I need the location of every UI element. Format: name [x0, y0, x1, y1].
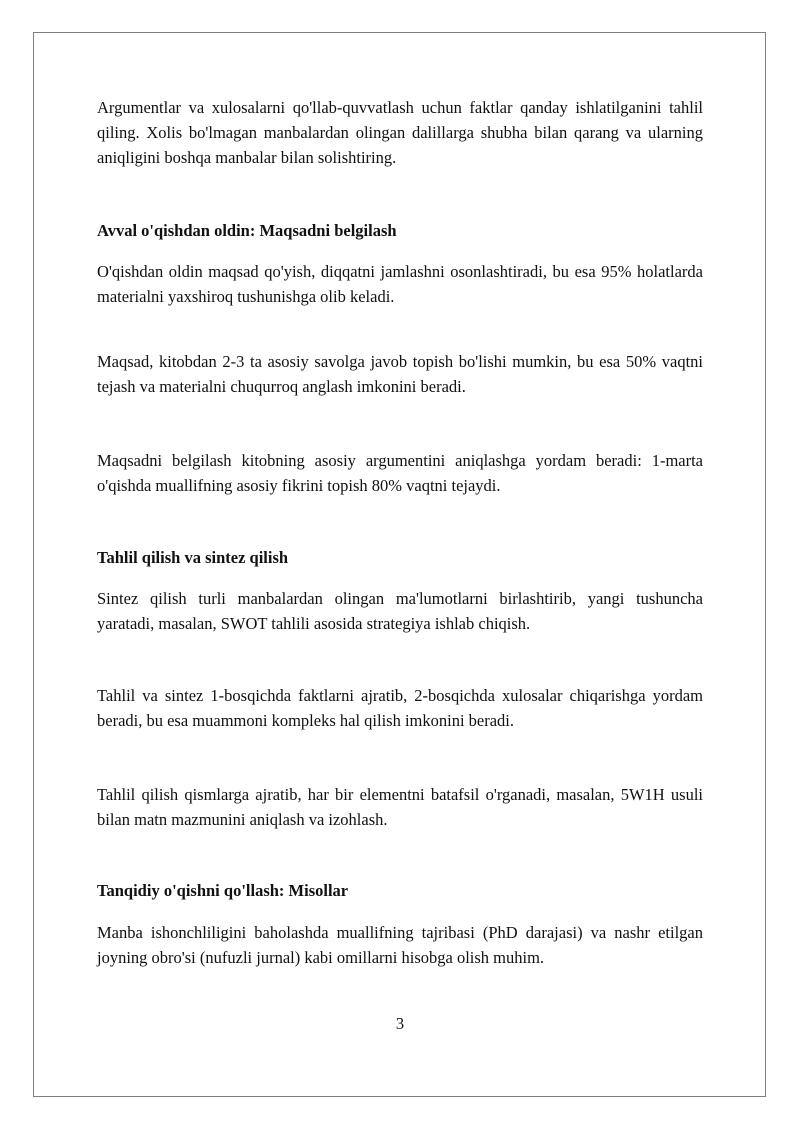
paragraph-facts-analysis: Argumentlar va xulosalarni qo'llab-quvvatlash uchun faktlar qanday ishlatilganini tahlil qiling. Xolis bo'lmagan manbalardan olingan dalillarga shubha bilan qarang va ularning aniqligini boshqa manbalar bilan solishtiring.	[97, 98, 703, 167]
paragraph-goal-argument: Maqsadni belgilash kitobning asosiy argumentini aniqlashga yordam beradi: 1-marta o'qishda muallifning asosiy fikrini topish 80% vaqtni tejaydi.	[97, 451, 703, 495]
paragraph-goal-questions: Maqsad, kitobdan 2-3 ta asosiy savolga javob topish bo'lishi mumkin, bu esa 50% vaqtni tejash va materialni chuqurroq anglash imkonini beradi.	[97, 352, 703, 396]
paragraph-goal-focus: O'qishdan oldin maqsad qo'yish, diqqatni jamlashni osonlashtiradi, bu esa 95% holatlarda materialni yaxshiroq tushunishga olib keladi.	[97, 262, 703, 306]
paragraph-source-reliability: Manba ishonchliligini baholashda muallifning tajribasi (PhD darajasi) va nashr etilgan joyning obro'si (nufuzli jurnal) kabi omillarni hisobga olish muhim.	[97, 923, 703, 967]
paragraph-analysis-parts: Tahlil qilish qismlarga ajratib, har bir elementni batafsil o'rganadi, masalan, 5W1H usuli bilan matn mazmunini aniqlash va izohlash.	[97, 785, 703, 829]
paragraph-analysis-stages: Tahlil va sintez 1-bosqichda faktlarni ajratib, 2-bosqichda xulosalar chiqarishga yordam beradi, bu esa muammoni kompleks hal qilish imkonini beradi.	[97, 686, 703, 730]
heading-critical-reading-examples: Tanqidiy o'qishni qo'llash: Misollar	[97, 881, 349, 900]
paragraph-synthesis: Sintez qilish turli manbalardan olingan ma'lumotlarni birlashtirib, yangi tushuncha yaratadi, masalan, SWOT tahlili asosida strategiya ishlab chiqish.	[97, 589, 703, 633]
page-number: 3	[395, 1014, 405, 1033]
heading-analysis-synthesis: Tahlil qilish va sintez qilish	[97, 548, 289, 567]
heading-set-goal: Avval o'qishdan oldin: Maqsadni belgilash	[97, 221, 397, 240]
